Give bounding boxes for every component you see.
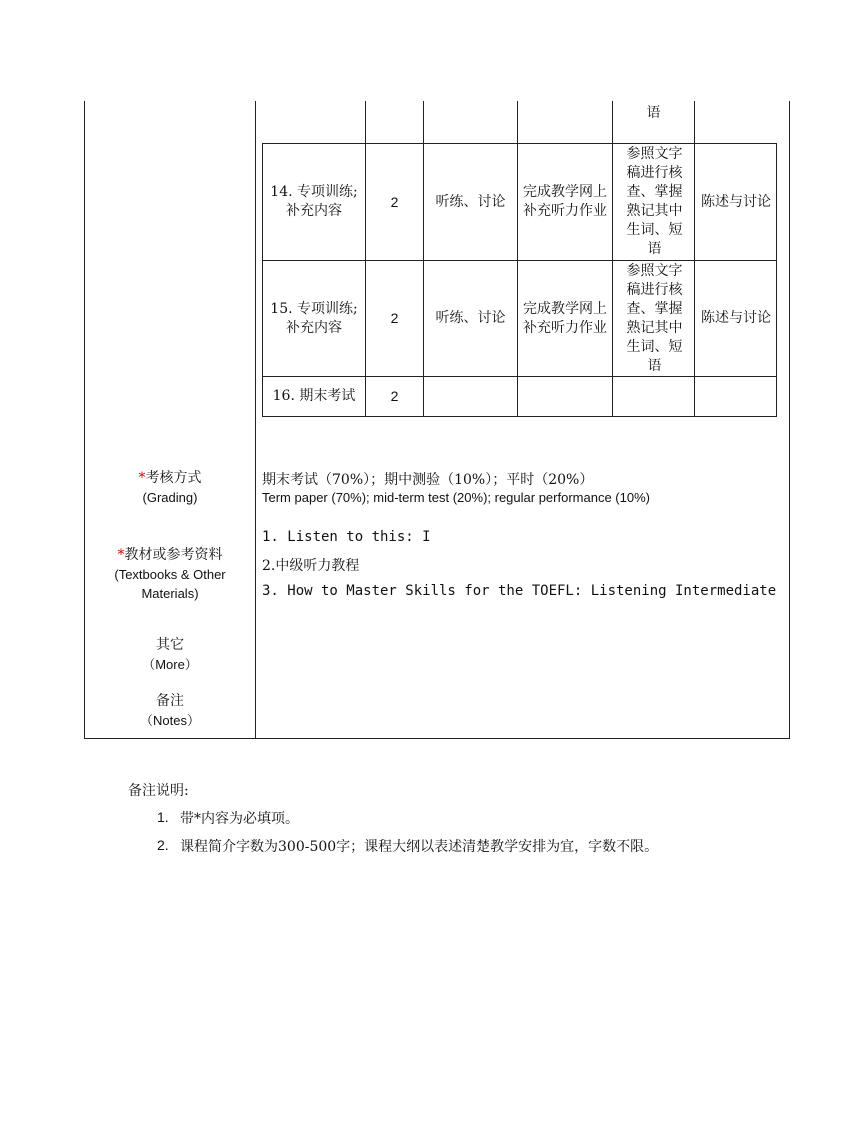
footer-title: 备注说明: bbox=[128, 783, 189, 799]
list-text: 课程简介字数为300-500字；课程大纲以表述清楚教学安排为宜，字数不限。 bbox=[180, 839, 659, 855]
more-label bbox=[85, 636, 255, 674]
topic-cell: 16. 期末考试 bbox=[272, 388, 356, 404]
label-column-divider bbox=[255, 101, 256, 739]
requirement-cell: 参照文字稿进行核查、掌握熟记其中生词、短语 bbox=[626, 262, 683, 374]
grading-content-cn: 期末考试（70%）；期中测验（10%）；平时（20%） bbox=[262, 472, 594, 488]
textbooks-label bbox=[85, 546, 255, 603]
requirement-cell: 参照文字稿进行核查、掌握熟记其中生词、短语 bbox=[626, 146, 683, 257]
list-text: 带*内容为必填项。 bbox=[180, 811, 299, 827]
hours-cell: 2 bbox=[390, 310, 399, 326]
schedule-col-divider bbox=[694, 101, 695, 417]
textbooks-label-en: Materials) bbox=[141, 586, 199, 601]
requirement-cell-continued: 语 bbox=[646, 104, 661, 121]
textbook-item: 1. Listen to this: I bbox=[262, 529, 431, 545]
topic-cell: 14. 专项训练;补充内容 bbox=[270, 184, 358, 219]
assessment-cell: 陈述与讨论 bbox=[701, 193, 771, 210]
textbook-item: 3. How to Master Skills for the TOEFL: Listening Intermediate bbox=[262, 583, 777, 599]
grading-label-cn: 考核方式 bbox=[145, 470, 202, 486]
schedule-row-line bbox=[262, 416, 777, 417]
grading-label bbox=[85, 469, 255, 507]
more-label-cn: 其它 bbox=[156, 637, 184, 653]
list-number: 2. bbox=[157, 837, 169, 853]
method-cell: 听练、讨论 bbox=[435, 193, 506, 210]
schedule-col-divider bbox=[612, 101, 613, 417]
hours-cell: 2 bbox=[390, 193, 399, 210]
schedule-col-divider bbox=[517, 101, 518, 417]
more-label-en: （More） bbox=[142, 657, 198, 672]
notes-label-cn: 备注 bbox=[156, 693, 184, 709]
hours-cell: 2 bbox=[390, 388, 399, 404]
method-cell: 听练、讨论 bbox=[435, 310, 506, 326]
textbook-item: 2.中级听力教程 bbox=[262, 558, 360, 574]
topic-cell: 15. 专项训练;补充内容 bbox=[270, 300, 358, 336]
required-mark: * bbox=[138, 470, 146, 486]
list-number: 1. bbox=[157, 809, 169, 825]
required-mark: * bbox=[117, 547, 125, 563]
assignment-cell: 完成教学网上补充听力作业 bbox=[523, 184, 607, 219]
assignment-cell: 完成教学网上补充听力作业 bbox=[523, 300, 607, 336]
textbooks-label-en: (Textbooks & Other bbox=[114, 567, 226, 582]
notes-label bbox=[85, 692, 255, 730]
outer-bottom-border bbox=[84, 738, 790, 739]
assessment-cell: 陈述与讨论 bbox=[701, 310, 771, 326]
textbooks-label-cn: 教材或参考资料 bbox=[124, 547, 223, 563]
grading-label-en: (Grading) bbox=[142, 490, 198, 505]
notes-label-en: （Notes） bbox=[140, 713, 200, 728]
outer-right-border bbox=[789, 101, 790, 739]
grading-content-en: Term paper (70%); mid-term test (20%); regular performance (10%) bbox=[262, 490, 650, 505]
